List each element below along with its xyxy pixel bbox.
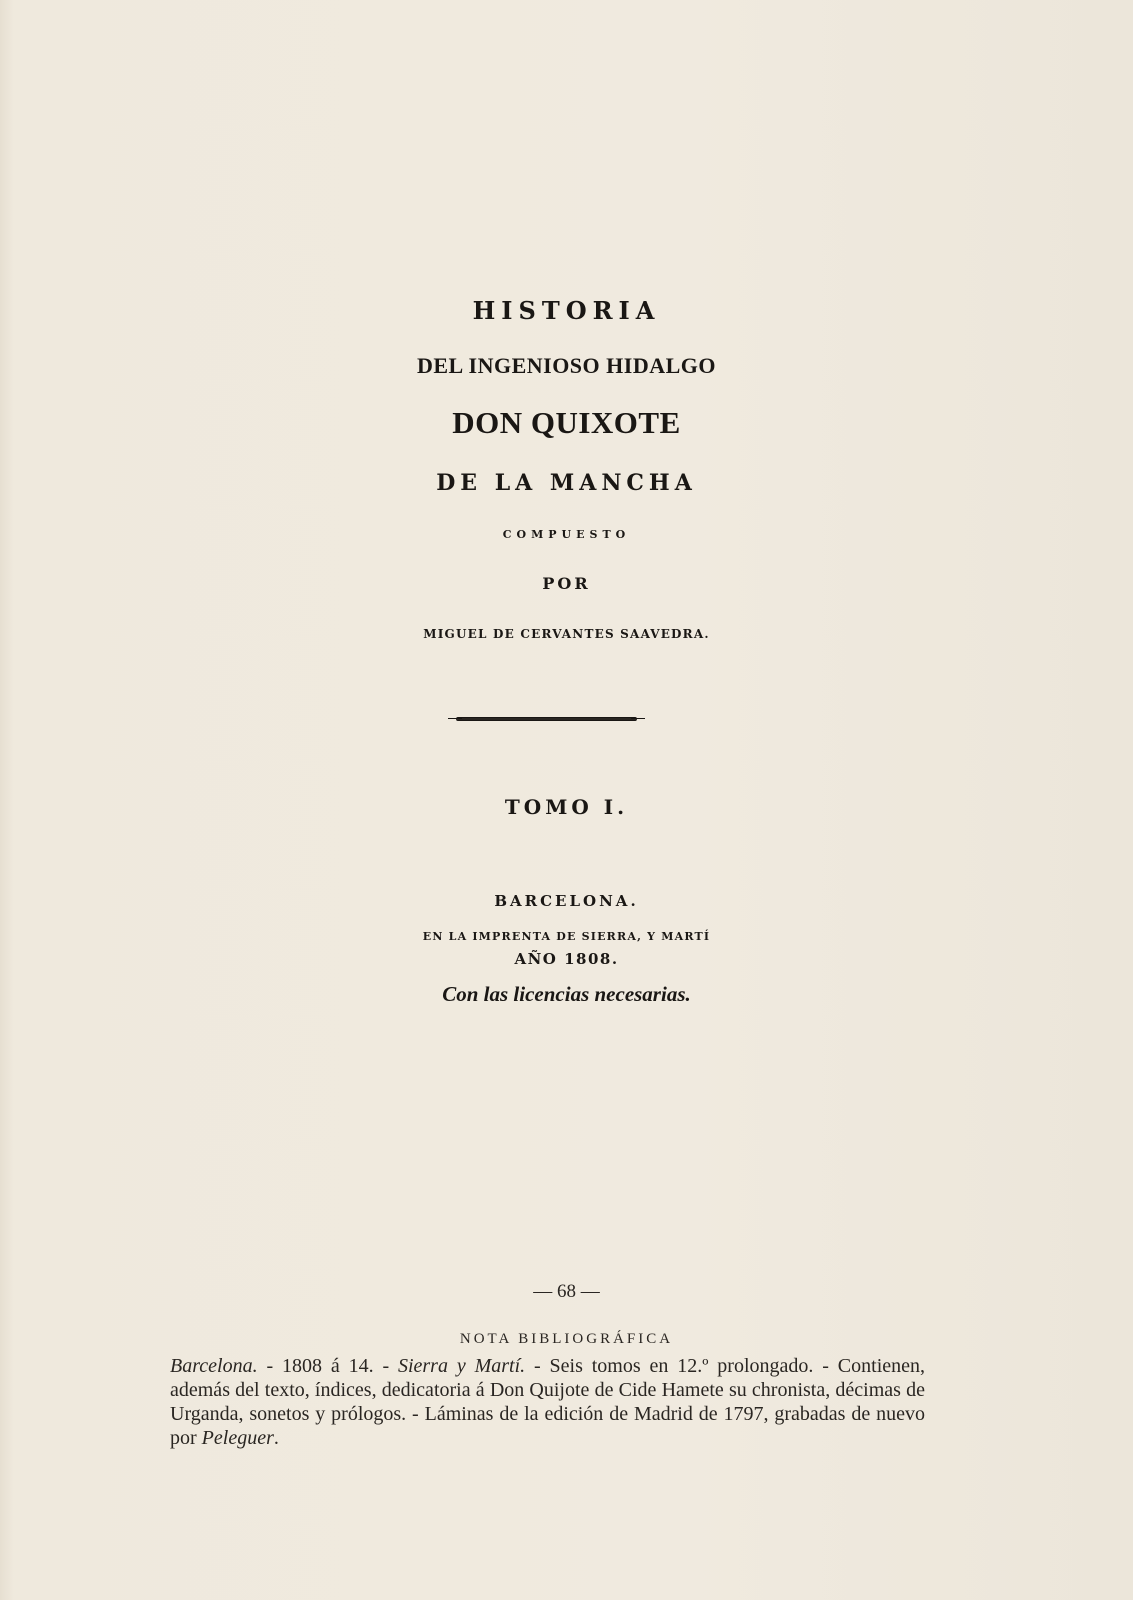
nota-printer: Sierra y Martí. [397, 1355, 526, 1377]
author-name: MIGUEL DE CERVANTES SAAVEDRA. [423, 627, 710, 641]
title-line-historia: HISTORIA [472, 296, 661, 325]
volume-label: TOMO I. [504, 795, 629, 819]
nota-place: Barcelona. [170, 1355, 258, 1377]
title-line-don-quixote: DON QUIXOTE [452, 405, 681, 440]
imprint-printer: EN LA IMPRENTA DE SIERRA, Y MARTÍ [422, 930, 711, 943]
nota-paragraph [170, 1354, 925, 1450]
nota-segment-1: - 1808 á 14. - [257, 1355, 398, 1377]
imprint-year: AÑO 1808. [514, 950, 619, 968]
page-number: — 68 — [533, 1281, 600, 1302]
nota-end: . [273, 1427, 279, 1449]
title-line-de-la-mancha: DE LA MANCHA [436, 470, 697, 496]
decorative-rule [456, 717, 637, 721]
imprint-city: BARCELONA. [494, 892, 639, 910]
title-line-por: POR [542, 574, 591, 593]
title-line-compuesto: COMPUESTO [502, 528, 631, 541]
title-line-ingenioso-hidalgo: DEL INGENIOSO HIDALGO [416, 353, 716, 378]
nota-engraver: Peleguer [201, 1427, 274, 1449]
licenses-line: Con las licencias necesarias. [442, 982, 691, 1006]
nota-title: NOTA BIBLIOGRÁFICA [459, 1331, 674, 1347]
nota-segment-2: - Seis tomos en 12.º prolongado. - Contienen, además del texto, índices, dedicatoria á Don Quijote de Cide Hamete su chronista, décimas de Urganda, sonetos y prólogos. - Láminas de la edición de Madrid de 1797, grabadas de nuevo por [170, 1355, 925, 1449]
